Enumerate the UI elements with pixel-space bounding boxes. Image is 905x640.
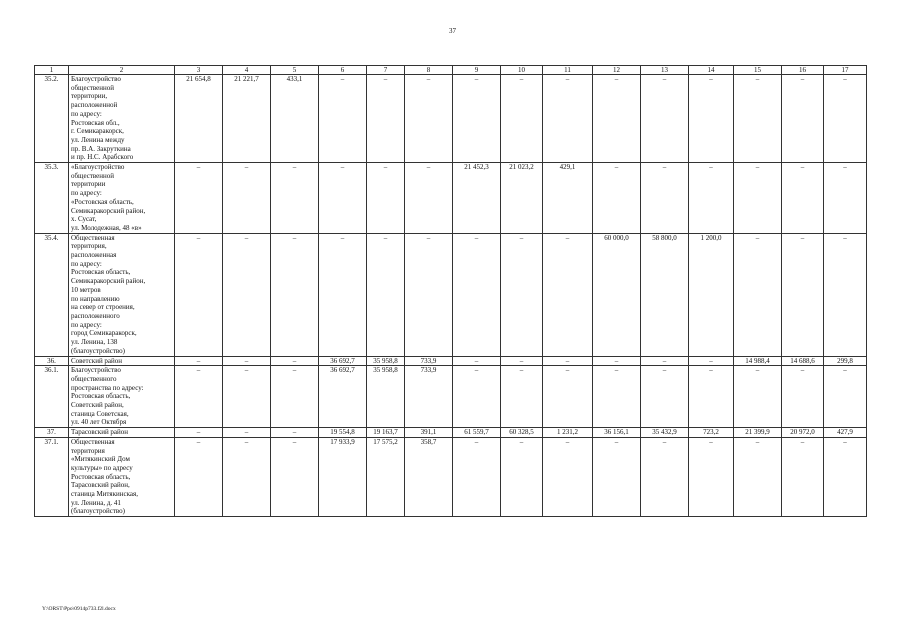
value-cell: 433,1 [271,75,319,163]
header-row [35,66,867,75]
row-name: Советский район [69,356,175,366]
value-cell: – [824,437,867,516]
value-cell: – [734,437,782,516]
value-cell: – [453,75,501,163]
value-cell: 35 432,9 [641,428,689,438]
header-cell: 17 [824,66,867,75]
header-cell: 3 [175,66,223,75]
value-cell: – [543,233,593,356]
value-cell: – [734,366,782,428]
value-cell: 21 023,2 [501,163,543,234]
value-cell: – [319,75,367,163]
row-name: Общественная территория, расположенная по адресу: Ростовская область, Семикаракорский район, 10 метров по направлению на север от строения, расположенного по адресу: город Семикаракорск, ул. Ленина, 138 (благоустройство) [69,233,175,356]
value-cell: – [223,366,271,428]
value-cell: – [175,437,223,516]
value-cell: – [367,75,405,163]
value-cell: – [641,437,689,516]
value-cell: – [319,163,367,234]
value-cell: – [593,75,641,163]
row-name: «Благоустройство общественной территории по адресу: «Ростовская область, Семикаракорский район, х. Сусат, ул. Молодежная, 48 «в» [69,163,175,234]
header-cell: 8 [405,66,453,75]
value-cell: – [593,366,641,428]
table-row [35,75,867,163]
value-cell: – [223,163,271,234]
header-cell: 7 [367,66,405,75]
value-cell: – [782,366,824,428]
value-cell: – [593,356,641,366]
table-row [35,163,867,234]
value-cell: – [734,233,782,356]
value-cell: 21 654,8 [175,75,223,163]
value-cell: – [501,437,543,516]
value-cell: – [543,366,593,428]
value-cell: – [543,437,593,516]
value-cell: – [271,437,319,516]
row-name: Общественная территория «Митякинский Дом культуры» по адресу Ростовская область, Тарасовский район, станица Митякинская, ул. Ленина, д. 41 (благоустройство) [69,437,175,516]
value-cell: – [501,366,543,428]
value-cell: – [824,233,867,356]
value-cell: 17 933,9 [319,437,367,516]
header-cell: 5 [271,66,319,75]
row-name: Благоустройство общественного пространства по адресу: Ростовская область, Советский район, станица Советская, ул. 40 лет Октября [69,366,175,428]
value-cell: – [175,163,223,234]
header-cell: 13 [641,66,689,75]
value-cell: 1 231,2 [543,428,593,438]
value-cell: – [271,233,319,356]
value-cell: – [367,163,405,234]
row-number: 35.4. [35,233,69,356]
value-cell: – [405,75,453,163]
value-cell: 723,2 [689,428,734,438]
value-cell: 14 688,6 [782,356,824,366]
value-cell: – [405,233,453,356]
header-cell: 6 [319,66,367,75]
table-row [35,233,867,356]
header-cell: 2 [69,66,175,75]
value-cell: – [319,233,367,356]
value-cell: – [689,75,734,163]
value-cell: – [453,437,501,516]
row-number: 36. [35,356,69,366]
value-cell: 17 575,2 [367,437,405,516]
value-cell: 358,7 [405,437,453,516]
value-cell: – [367,233,405,356]
value-cell: 429,1 [543,163,593,234]
value-cell: 21 452,3 [453,163,501,234]
value-cell: – [271,428,319,438]
value-cell: – [782,233,824,356]
header-cell: 15 [734,66,782,75]
row-name: Тарасовский район [69,428,175,438]
value-cell: – [501,75,543,163]
value-cell: – [782,75,824,163]
value-cell: – [271,163,319,234]
value-cell: – [689,366,734,428]
page-number: 37 [449,27,456,35]
value-cell: – [689,437,734,516]
value-cell: – [641,366,689,428]
value-cell: – [641,75,689,163]
table-row [35,366,867,428]
table-row [35,356,867,366]
value-cell: 427,9 [824,428,867,438]
header-cell: 16 [782,66,824,75]
row-number: 37. [35,428,69,438]
value-cell: 391,1 [405,428,453,438]
header-cell: 1 [35,66,69,75]
value-cell: 21 399,9 [734,428,782,438]
value-cell: – [175,356,223,366]
value-cell: – [641,356,689,366]
value-cell: – [453,366,501,428]
value-cell: – [689,356,734,366]
value-cell: – [223,428,271,438]
value-cell: 36 156,1 [593,428,641,438]
value-cell: – [734,75,782,163]
value-cell: – [689,163,734,234]
value-cell: 19 554,8 [319,428,367,438]
budget-table [34,65,867,517]
header-cell: 4 [223,66,271,75]
header-cell: 14 [689,66,734,75]
value-cell: 733,9 [405,356,453,366]
row-number: 37.1. [35,437,69,516]
value-cell: – [453,233,501,356]
value-cell: 36 692,7 [319,356,367,366]
value-cell: 19 163,7 [367,428,405,438]
value-cell: – [223,356,271,366]
value-cell: – [175,233,223,356]
value-cell: 299,8 [824,356,867,366]
value-cell: 733,9 [405,366,453,428]
value-cell: – [223,233,271,356]
value-cell: – [782,437,824,516]
value-cell: – [824,366,867,428]
value-cell: – [641,163,689,234]
row-number: 36.1. [35,366,69,428]
value-cell: – [734,163,782,234]
value-cell: 60 328,5 [501,428,543,438]
value-cell: – [405,163,453,234]
value-cell: – [175,366,223,428]
value-cell: – [782,163,824,234]
header-cell: 10 [501,66,543,75]
value-cell: 1 200,0 [689,233,734,356]
header-cell: 9 [453,66,501,75]
value-cell: 35 958,8 [367,366,405,428]
table-row [35,428,867,438]
value-cell: 14 988,4 [734,356,782,366]
value-cell: 61 559,7 [453,428,501,438]
value-cell: – [501,233,543,356]
value-cell: – [271,366,319,428]
value-cell: 58 800,0 [641,233,689,356]
value-cell: – [543,75,593,163]
file-path-footer: Y:\ORST\Ppo\0914p733.f2l.docx [42,606,116,612]
value-cell: – [453,356,501,366]
value-cell: – [501,356,543,366]
value-cell: 35 958,8 [367,356,405,366]
value-cell: – [543,356,593,366]
value-cell: – [593,437,641,516]
value-cell: – [271,356,319,366]
header-cell: 11 [543,66,593,75]
value-cell: – [824,163,867,234]
row-number: 35.3. [35,163,69,234]
value-cell: – [824,75,867,163]
value-cell: – [175,428,223,438]
value-cell: 21 221,7 [223,75,271,163]
table-row [35,437,867,516]
value-cell: 60 000,0 [593,233,641,356]
header-cell: 12 [593,66,641,75]
value-cell: 36 692,7 [319,366,367,428]
value-cell: – [593,163,641,234]
value-cell: – [223,437,271,516]
row-number: 35.2. [35,75,69,163]
value-cell: 20 972,0 [782,428,824,438]
row-name: Благоустройство общественной территории, расположенной по адресу: Ростовская обл., г. Семикаракорск, ул. Ленина между пр. В.А. Закруткина и пр. Н.С. Арабского [69,75,175,163]
